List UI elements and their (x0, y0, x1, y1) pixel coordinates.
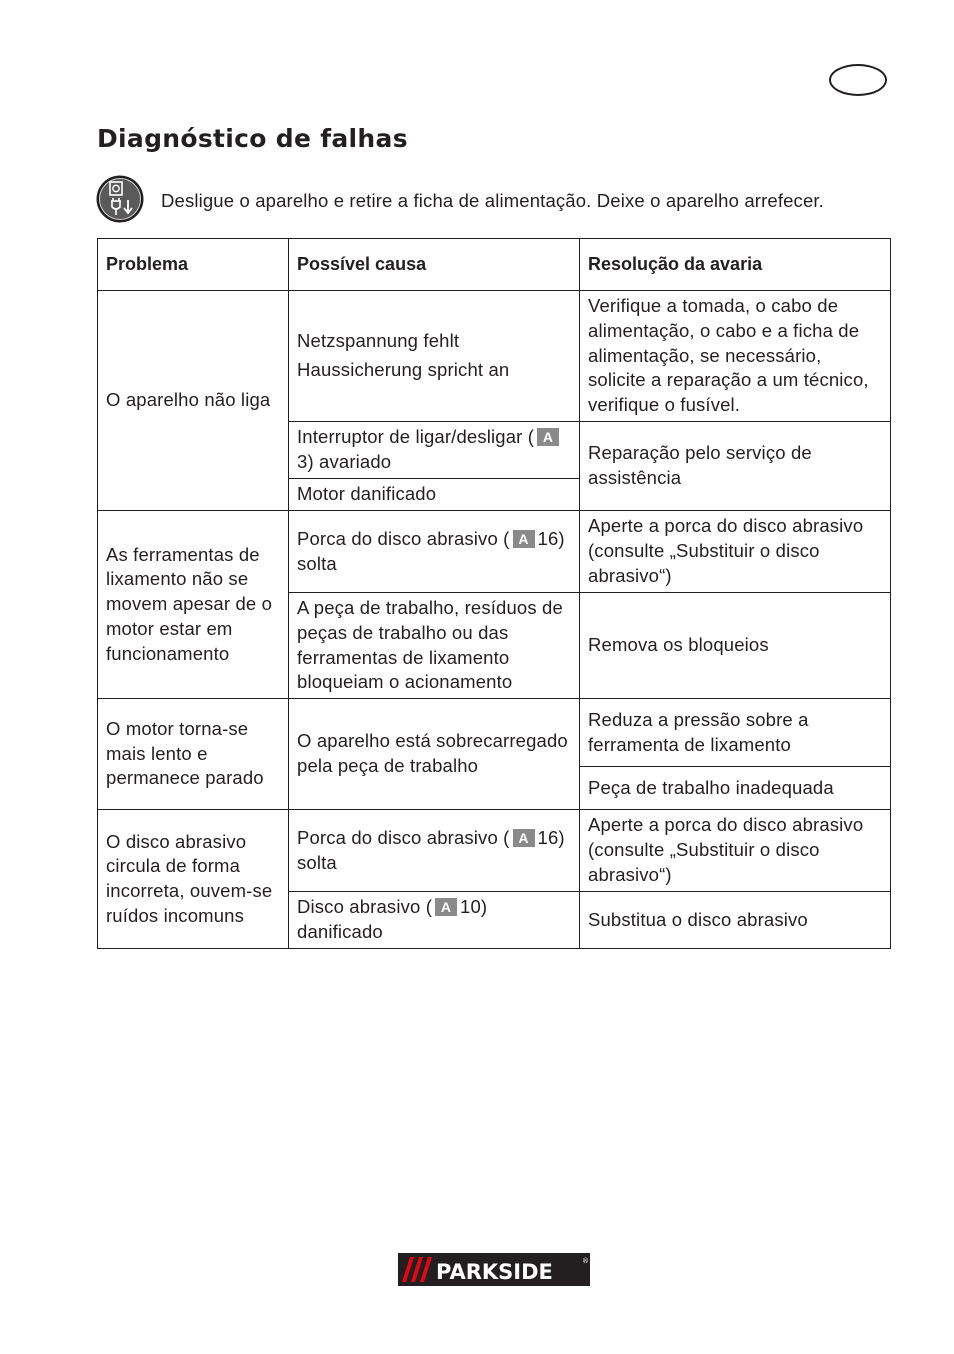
header-problem: Problema (98, 239, 289, 291)
solution-cell: Reparação pelo serviço de assistência (580, 422, 891, 511)
header-cause: Possível causa (289, 239, 580, 291)
cause-cell: Porca do disco abrasivo ( A 16) solta (289, 511, 580, 593)
table-row (98, 699, 891, 767)
table-row (98, 511, 891, 593)
solution-cell: Remova os bloqueios (580, 593, 891, 699)
table-header-row (98, 239, 891, 291)
page-title: Diagnóstico de falhas (97, 124, 408, 153)
problem-cell: O aparelho não liga (98, 291, 289, 511)
table-row (98, 291, 891, 422)
problem-cell: O disco abrasivo circula de forma incorreta, ouvem-se ruídos incomuns (98, 810, 289, 949)
problem-cell: As ferramentas de lixamento não se movem apesar de o motor estar em funcionamento (98, 511, 289, 699)
figure-a-badge: A (537, 428, 559, 446)
cause-line: Netzspannung fehlt (297, 330, 460, 352)
brand-name: PARKSIDE (436, 1260, 553, 1284)
language-marker (829, 64, 887, 96)
troubleshooting-table (97, 238, 891, 949)
cause-cell: Porca do disco abrasivo ( A 16) solta (289, 810, 580, 892)
figure-a-badge: A (513, 530, 535, 548)
solution-cell: Peça de trabalho inadequada (580, 767, 891, 810)
cause-cell: Interruptor de ligar/desligar ( A3) avariado (289, 422, 580, 479)
solution-cell: Aperte a porca do disco abrasivo (consulte „Substituir o disco abrasivo“) (580, 810, 891, 892)
problem-cell: O motor torna-se mais lento e permanece parado (98, 699, 289, 810)
figure-a-badge: A (513, 829, 535, 847)
unplug-power-icon (96, 175, 144, 223)
solution-cell: Reduza a pressão sobre a ferramenta de lixamento (580, 699, 891, 767)
cause-cell: Motor danificado (289, 479, 580, 511)
solution-cell: Verifique a tomada, o cabo de alimentação, o cabo e a ficha de alimentação, se necessário, solicite a reparação a um técnico, verifique o fusível. (580, 291, 891, 422)
solution-cell: Aperte a porca do disco abrasivo (consulte „Substituir o disco abrasivo“) (580, 511, 891, 593)
cause-cell: A peça de trabalho, resíduos de peças de trabalho ou das ferramentas de lixamento bloqueiam o acionamento (289, 593, 580, 699)
header-solution: Resolução da avaria (580, 239, 891, 291)
cause-line: Haussicherung spricht an (297, 359, 510, 380)
solution-cell: Substitua o disco abrasivo (580, 892, 891, 949)
cause-cell: Disco abrasivo ( A 10) danificado (289, 892, 580, 949)
parkside-logo (398, 1253, 590, 1286)
cause-cell (289, 291, 580, 422)
table-row (98, 810, 891, 892)
warning-text: Desligue o aparelho e retire a ficha de alimentação. Deixe o aparelho arrefecer. (161, 190, 824, 211)
figure-a-badge: A (435, 898, 457, 916)
cause-cell: O aparelho está sobrecarregado pela peça de trabalho (289, 699, 580, 810)
brand-trademark: ® (582, 1257, 589, 1265)
